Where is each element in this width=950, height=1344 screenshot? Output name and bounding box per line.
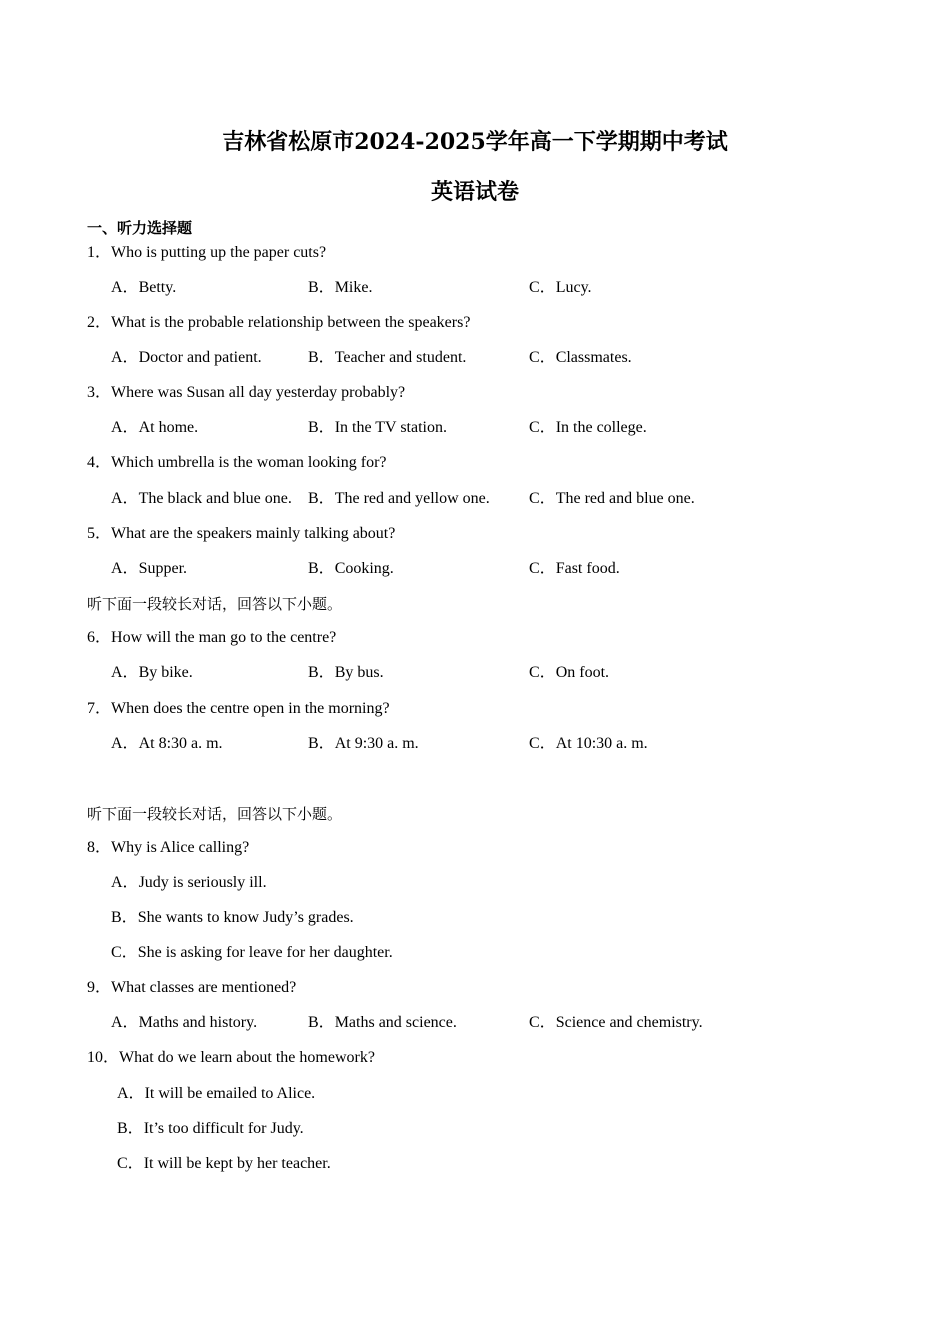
- option-label: C．: [529, 664, 556, 681]
- option-8c: [111, 942, 393, 964]
- question-text: What classes are mentioned?: [111, 979, 297, 996]
- option-3c: [529, 417, 647, 439]
- page-subtitle: 英语试卷: [430, 179, 519, 205]
- option-text: In the college.: [555, 419, 647, 436]
- option-text: Cooking.: [334, 560, 394, 577]
- option-text: On foot.: [555, 664, 610, 681]
- question-text: What are the speakers mainly talking about?: [111, 525, 396, 542]
- option-label: C．: [529, 1014, 556, 1031]
- option-label: C．: [529, 349, 556, 366]
- option-4c: [529, 488, 695, 510]
- option-text: She is asking for leave for her daughter.: [137, 944, 393, 961]
- option-text: By bus.: [334, 664, 384, 681]
- question-number: 8．: [87, 839, 112, 856]
- option-6c: [529, 662, 609, 684]
- option-1a: [111, 277, 176, 299]
- option-label: C．: [529, 279, 556, 296]
- option-3b: [308, 417, 447, 439]
- option-label: A．: [111, 1014, 139, 1031]
- option-4b: [308, 488, 490, 510]
- question-number: 10．: [87, 1049, 120, 1066]
- option-label: B．: [308, 490, 335, 507]
- question-text: Where was Susan all day yesterday probably?: [111, 384, 406, 401]
- option-1c: [529, 277, 592, 299]
- option-label: A．: [111, 349, 139, 366]
- option-text: Judy is seriously ill.: [138, 874, 267, 891]
- option-text: At 10:30 a. m.: [555, 735, 648, 752]
- question-2: [87, 312, 470, 334]
- option-3a: [111, 417, 198, 439]
- question-number: 7．: [87, 700, 112, 717]
- option-label: A．: [111, 664, 139, 681]
- option-1b: [308, 277, 372, 299]
- listening-instruction: 听下面一段较长对话，回答以下小题。: [87, 805, 343, 823]
- question-number: 5．: [87, 525, 112, 542]
- option-label: A．: [117, 1085, 145, 1102]
- option-text: Betty.: [138, 279, 177, 296]
- option-label: B．: [111, 909, 138, 926]
- option-label: A．: [111, 874, 139, 891]
- question-text: How will the man go to the centre?: [111, 629, 337, 646]
- option-text: She wants to know Judy’s grades.: [137, 909, 354, 926]
- option-text: Fast food.: [555, 560, 620, 577]
- option-text: The red and yellow one.: [334, 490, 490, 507]
- question-text: When does the centre open in the morning?: [111, 700, 390, 717]
- question-number: 9．: [87, 979, 112, 996]
- option-text: At 9:30 a. m.: [334, 735, 419, 752]
- option-8b: [111, 907, 354, 929]
- question-text: What do we learn about the homework?: [119, 1049, 375, 1066]
- section-heading: 一、听力选择题: [87, 219, 193, 237]
- question-number: 6．: [87, 629, 112, 646]
- option-10a: [117, 1083, 315, 1105]
- option-5a: [111, 558, 187, 580]
- option-7c: [529, 733, 648, 755]
- question-7: [87, 698, 390, 720]
- listening-instruction: 听下面一段较长对话，回答以下小题。: [87, 595, 343, 613]
- option-2a: [111, 347, 262, 369]
- option-label: B．: [308, 664, 335, 681]
- option-text: Mike.: [334, 279, 373, 296]
- question-text: Who is putting up the paper cuts?: [111, 244, 327, 261]
- option-text: It will be kept by her teacher.: [143, 1155, 331, 1172]
- question-1: [87, 242, 326, 264]
- option-text: It’s too difficult for Judy.: [143, 1120, 304, 1137]
- option-label: A．: [111, 419, 139, 436]
- option-label: C．: [117, 1155, 144, 1172]
- option-label: B．: [308, 735, 335, 752]
- option-label: B．: [308, 279, 335, 296]
- option-label: B．: [117, 1120, 144, 1137]
- question-text: Why is Alice calling?: [111, 839, 250, 856]
- option-5c: [529, 558, 620, 580]
- question-text: Which umbrella is the woman looking for?: [111, 454, 387, 471]
- option-2c: [529, 347, 632, 369]
- option-6b: [308, 662, 384, 684]
- option-label: B．: [308, 419, 335, 436]
- question-number: 3．: [87, 384, 112, 401]
- option-text: By bike.: [138, 664, 193, 681]
- option-text: Classmates.: [555, 349, 632, 366]
- option-7b: [308, 733, 419, 755]
- option-text: Lucy.: [555, 279, 592, 296]
- option-text: Teacher and student.: [334, 349, 467, 366]
- option-text: Supper.: [138, 560, 188, 577]
- question-8: [87, 837, 249, 859]
- option-10c: [117, 1153, 331, 1175]
- option-10b: [117, 1118, 304, 1140]
- option-text: It will be emailed to Alice.: [144, 1085, 316, 1102]
- question-number: 1．: [87, 244, 112, 261]
- option-label: B．: [308, 349, 335, 366]
- question-4: [87, 452, 387, 474]
- question-10: [87, 1047, 375, 1069]
- option-label: A．: [111, 560, 139, 577]
- option-9c: [529, 1012, 703, 1034]
- option-label: A．: [111, 490, 139, 507]
- option-label: C．: [529, 490, 556, 507]
- option-4a: [111, 488, 292, 510]
- option-9b: [308, 1012, 457, 1034]
- option-label: C．: [529, 560, 556, 577]
- option-label: B．: [308, 560, 335, 577]
- option-text: In the TV station.: [334, 419, 447, 436]
- option-label: B．: [308, 1014, 335, 1031]
- option-text: At 8:30 a. m.: [138, 735, 223, 752]
- option-label: A．: [111, 735, 139, 752]
- option-7a: [111, 733, 223, 755]
- option-text: Maths and history.: [138, 1014, 258, 1031]
- question-number: 2．: [87, 314, 112, 331]
- question-9: [87, 977, 296, 999]
- option-label: C．: [111, 944, 138, 961]
- option-text: Science and chemistry.: [555, 1014, 703, 1031]
- option-text: Maths and science.: [334, 1014, 457, 1031]
- option-text: At home.: [138, 419, 199, 436]
- question-5: [87, 523, 395, 545]
- question-number: 4．: [87, 454, 112, 471]
- question-6: [87, 627, 336, 649]
- question-text: What is the probable relationship between the speakers?: [111, 314, 471, 331]
- option-label: A．: [111, 279, 139, 296]
- option-label: C．: [529, 419, 556, 436]
- option-6a: [111, 662, 193, 684]
- option-text: Doctor and patient.: [138, 349, 262, 366]
- option-8a: [111, 872, 267, 894]
- option-text: The red and blue one.: [555, 490, 695, 507]
- question-3: [87, 382, 405, 404]
- option-text: The black and blue one.: [138, 490, 292, 507]
- option-2b: [308, 347, 466, 369]
- option-9a: [111, 1012, 257, 1034]
- page-title: 吉林省松原市2024-2025学年高一下学期期中考试: [222, 129, 728, 155]
- option-label: C．: [529, 735, 556, 752]
- option-5b: [308, 558, 394, 580]
